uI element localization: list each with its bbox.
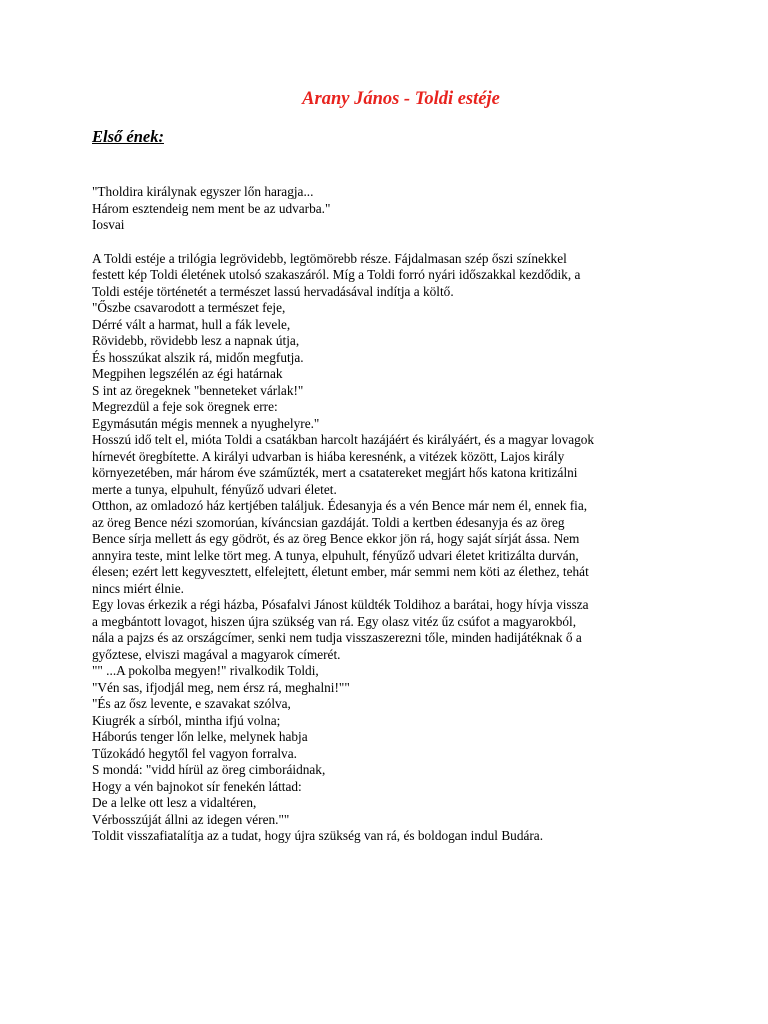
body-line: annyira teste, mint lelke tört meg. A tunya, elpuhult, fényűző udvari életet kritizálta durván, (92, 547, 579, 563)
motto-block (92, 184, 692, 234)
body-line: És hosszúkat alszik rá, midőn megfutja. (92, 349, 304, 365)
body-line: Toldit visszafiatalítja az a tudat, hogy újra szükség van rá, és boldogan indul Budára. (92, 828, 544, 843)
body-line: Megrezdül a feje sok öregnek erre: (92, 399, 278, 414)
body-line: De a lelke ott lesz a vidaltéren, (92, 795, 257, 810)
body-line: Bence sírja mellett ás egy gödröt, és az öreg Bence ekkor jön rá, hogy saját sírját ássa. Nem (92, 531, 580, 546)
body-line: az öreg Bence nézi szomorúan, kíváncsian gazdáját. Toldi a kertben édesanyja és az öreg (92, 514, 565, 530)
body-line: Otthon, az omladozó ház kertjében találjuk. Édesanyja és a vén Bence már nem él, ennek fia, (92, 498, 588, 513)
body-line: környezetében, már három éve száműzték, mert a csatatereket megjárt hős katona kritizálni (92, 465, 578, 480)
body-line: Kiugrék a sírból, mintha ifjú volna; (92, 712, 281, 728)
body-line: "" ...A pokolba megyen!" rivalkodik Toldi, (92, 663, 319, 678)
body-line: "Vén sas, ifjodjál meg, nem érsz rá, meghalni!"" (92, 679, 350, 695)
body-line: Egymásután mégis mennek a nyughelyre." (92, 415, 320, 431)
body-line: Toldi estéje történetét a természet lassú hervadásával indítja a költő. (92, 283, 454, 299)
motto-line: "Tholdira királynak egyszer lőn haragja... (92, 184, 314, 199)
motto-attribution: Iosvai (92, 217, 125, 232)
body-line: élesen; ezért lett kegyvesztett, elfelejtett, életunt ember, már semmi nem köti az élethez, tehát (92, 564, 589, 579)
body-line: Vérbosszúját állni az idegen véren."" (92, 811, 290, 827)
body-line: merte a tunya, elpuhult, fényűző udvari életet. (92, 481, 337, 497)
body-line: A Toldi estéje a trilógia legrövidebb, legtömörebb része. Fájdalmasan szép őszi színekkel (92, 250, 567, 266)
body-line: Háborús tenger lőn lelke, melynek habja (92, 729, 308, 744)
body-line: nincs miért élnie. (92, 580, 184, 596)
body-line: Rövidebb, rövidebb lesz a napnak útja, (92, 333, 300, 348)
body-line: hírnevét öregbítette. A királyi udvarban is hiába keresnénk, a vitézek között, Lajos király (92, 448, 565, 464)
body-line: "És az ősz levente, e szavakat szólva, (92, 696, 291, 711)
body-line: a megbántott lovagot, hiszen újra szükség van rá. Egy olasz vitéz űz csúfot a magyarokból, (92, 613, 577, 629)
body-line: "Őszbe csavarodott a természet feje, (92, 300, 286, 315)
document-title: Arany János - Toldi estéje (302, 89, 500, 109)
body-line: Hogy a vén bajnokot sír fenekén láttad: (92, 778, 302, 794)
body-line: Egy lovas érkezik a régi házba, Pósafalvi Jánost küldték Toldihoz a barátai, hogy hívja vissza (92, 597, 589, 612)
body-line: győztese, elviszi magával a magyarok címerét. (92, 646, 341, 662)
body-line: S mondá: "vidd hírül az öreg cimboráidnak, (92, 762, 326, 777)
body-line: Dérré vált a harmat, hull a fák levele, (92, 316, 291, 332)
document-page (92, 86, 692, 845)
body-line: S int az öregeknek "benneteket várlak!" (92, 382, 304, 398)
body-line: Megpihen legszélén az égi határnak (92, 366, 283, 381)
body-line: Tűzokádó hegytől fel vagyon forralva. (92, 745, 297, 761)
body-line: Hosszú idő telt el, mióta Toldi a csatákban harcolt hazájáért és királyáért, és a magyar lovagok (92, 432, 595, 447)
body-line: nála a pajzs és az országcímer, senki nem tudja visszaszerezni tőle, minden hadijátéknak ő a (92, 630, 582, 645)
motto-line: Három esztendeig nem ment be az udvarba." (92, 200, 331, 216)
body-text (92, 251, 692, 845)
section-heading: Első ének: (92, 127, 164, 146)
body-line: festett kép Toldi életének utolsó szakaszáról. Míg a Toldi forró nyári időszakkal kezdődik, a (92, 267, 581, 282)
